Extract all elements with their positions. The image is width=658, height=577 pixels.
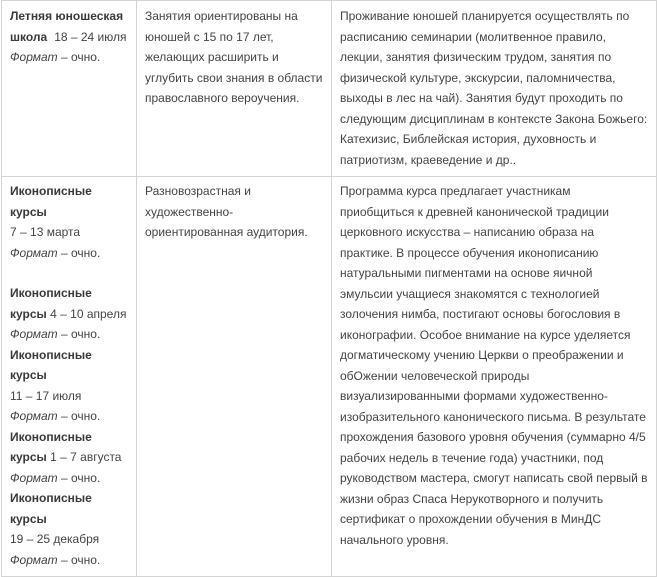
- format-value: – очно.: [57, 245, 101, 260]
- course-dates: 1 – 7 августа: [50, 450, 122, 464]
- course-entry: [10, 427, 128, 489]
- format-value: – очно.: [57, 552, 101, 567]
- table-row: [2, 177, 657, 577]
- course-entry: [10, 488, 128, 570]
- course-description-cell: Проживание юношей планируется осуществлять по расписанию семинарии (молитвенное правило, лекции, занятия физическим трудом, занятия по физической культуре, экскурсии, паломничества, выходы в лес на чай). Занятия будут проходить по следующим дисциплинам в контексте Закона Божьего: Катехизис, Библейская история, духовность и патриотизм, краеведение и др..: [332, 1, 657, 177]
- course-description-cell: Программа курса предлагает участникам приобщиться к древней канонической традиции церковного искусства – написанию образа на практике. В процессе обучения иконописанию натуральными пигментами на основе яичной эмульсии учащиеся знакомятся с технологией золочения нимба, постигают основы богословия в иконографии. Особое внимание на курсе уделяется догматическому учению Церкви о преображении и обОжении человеческой природы визуализированными формами художественно-изобразительного канонического письма. В результате прохождения базового уровня обучения (суммарно 4/5 рабочих недель в течение года) участники, под руководством мастера, смогут написать свой первый в жизни образ Спаса Нерукотворного и получить сертификат о прохождении обучения в МинДС начального уровня.: [332, 177, 657, 577]
- course-title: Иконописные курсы: [10, 286, 92, 321]
- entry-spacer: [10, 263, 128, 283]
- course-title: Иконописные курсы: [10, 184, 92, 219]
- format-label: Формат: [10, 245, 58, 260]
- course-title: Иконописные курсы: [10, 491, 92, 526]
- course-dates: 18 – 24 июля: [54, 29, 127, 44]
- format-label: Формат: [10, 552, 58, 567]
- course-audience-cell: Разновозрастная и художественно-ориентированная аудитория.: [137, 177, 332, 577]
- format-label: Формат: [10, 409, 58, 423]
- format-label: Формат: [10, 470, 58, 485]
- course-title: Летняя юношеская школа: [10, 9, 124, 44]
- course-entry: [10, 181, 128, 263]
- format-value: – очно.: [57, 50, 101, 64]
- course-dates: 4 – 10 апреля: [50, 306, 127, 321]
- format-value: – очно.: [57, 470, 101, 485]
- format-value: – очно.: [57, 409, 101, 423]
- course-name-cell: [2, 177, 137, 577]
- course-name-cell: [2, 1, 137, 177]
- course-title: Иконописные курсы: [10, 429, 92, 464]
- format-label: Формат: [10, 327, 58, 341]
- course-audience-cell: Занятия ориентированы на юношей с 15 по 17 лет, желающих расширить и углубить свои знания в области православного вероучения.: [137, 1, 332, 177]
- course-entry: [10, 345, 128, 427]
- format-value: – очно.: [57, 327, 101, 341]
- format-label: Формат: [10, 50, 58, 64]
- courses-table: [1, 0, 657, 577]
- course-dates: 11 – 17 июля: [10, 388, 82, 403]
- course-entry: [10, 283, 128, 345]
- course-dates: 19 – 25 декабря: [10, 532, 100, 546]
- table-row: [2, 1, 657, 177]
- course-dates: 7 – 13 марта: [10, 225, 81, 239]
- course-title: Иконописные курсы: [10, 347, 92, 382]
